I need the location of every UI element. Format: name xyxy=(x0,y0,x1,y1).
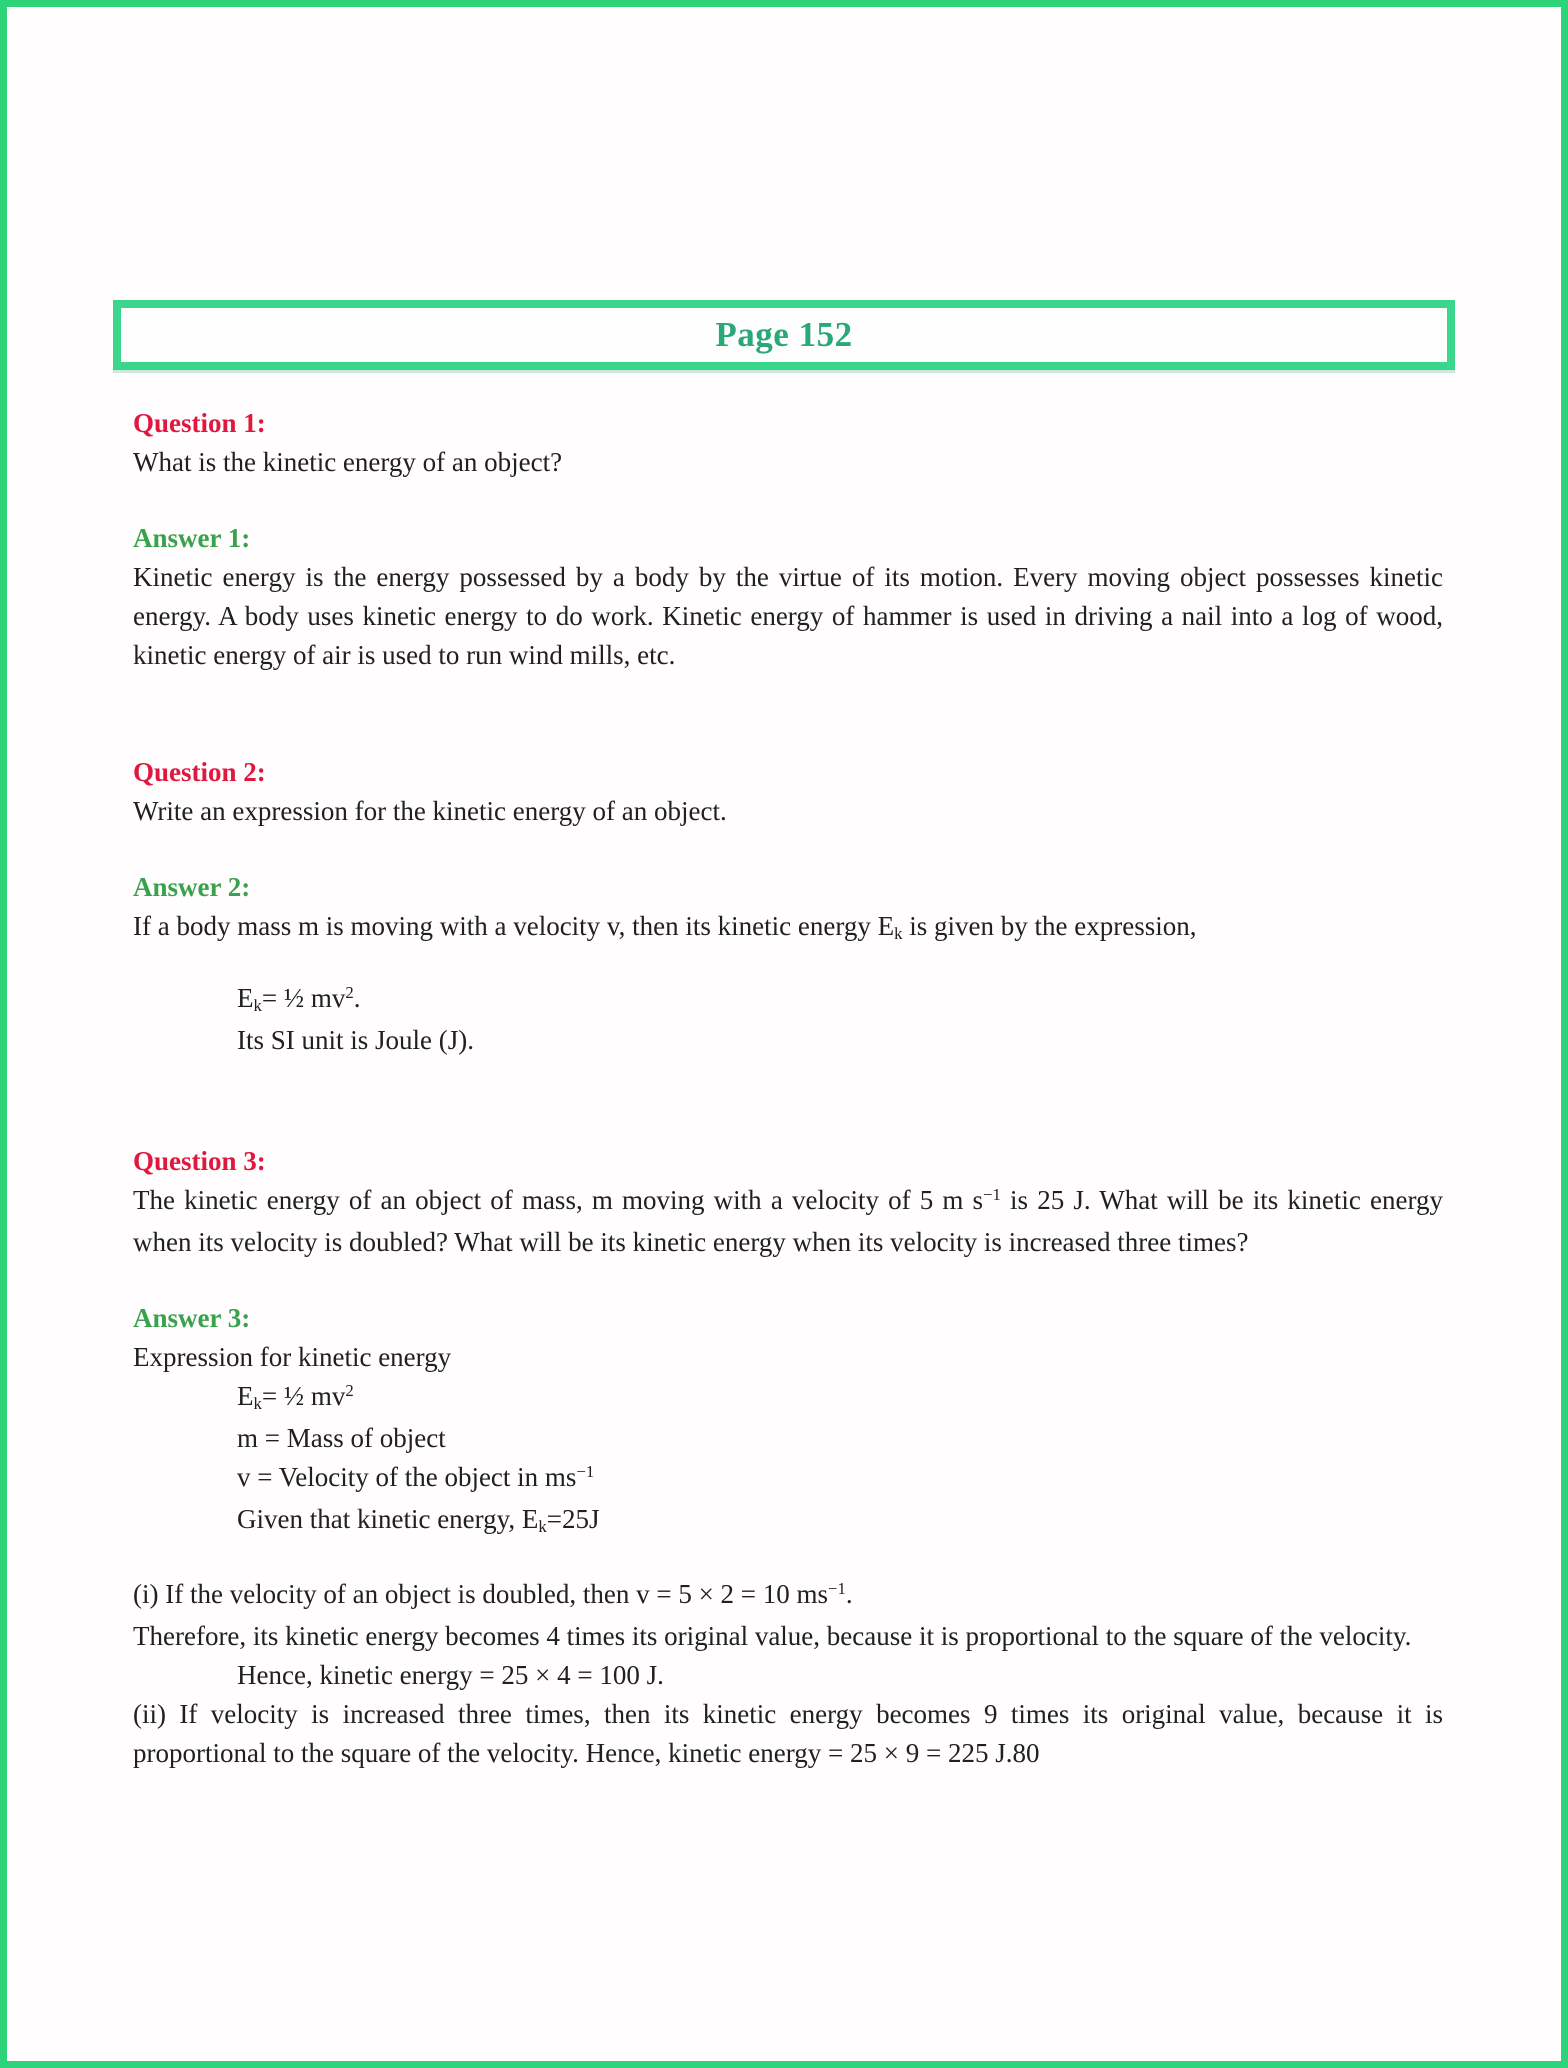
answer-1-heading: Answer 1: xyxy=(133,523,251,553)
answer-3-intro: Expression for kinetic energy xyxy=(133,1342,452,1372)
part-i-hence-line: Hence, kinetic energy = 25 × 4 = 100 J. xyxy=(237,1660,664,1690)
equation-base: E xyxy=(237,983,254,1013)
answer-3-equation xyxy=(113,1377,1455,1419)
superscript-2: 2 xyxy=(345,982,354,1002)
answer-3-mass-line: m = Mass of object xyxy=(237,1423,446,1453)
question-2-heading: Question 2: xyxy=(133,757,266,787)
answer-1-text: Kinetic energy is the energy possessed by a body by the virtue of its motion. Every moving object possesses kinetic energy. A body uses kinetic energy to do work. Kinetic energy of hammer is used in driving a nail into a log of wood, kinetic energy of air is used to run wind mills, etc. xyxy=(133,562,1443,670)
answer-2-equation xyxy=(113,979,1455,1021)
question-3-text-pre: The kinetic energy of an object of mass, m moving with a velocity of 5 m s xyxy=(133,1185,984,1215)
part-i-text: (i) If the velocity of an object is doubled, then v = 5 × 2 = 10 ms xyxy=(133,1579,829,1609)
subscript-k: k xyxy=(253,995,262,1015)
answer-3-velocity-line xyxy=(113,1458,1455,1500)
answer-2-si-unit: Its SI unit is Joule (J). xyxy=(237,1025,475,1055)
answer-2-heading: Answer 2: xyxy=(133,872,251,902)
part-i-explanation: Therefore, its kinetic energy becomes 4 times its original value, because it is proportional to the square of the velocity. xyxy=(133,1621,1412,1651)
equation-period: . xyxy=(353,983,361,1013)
equation-base: E xyxy=(237,1381,254,1411)
answer-2-intro-text: If a body mass m is moving with a velocity v, then its kinetic energy E xyxy=(133,911,895,941)
superscript-minus-1: −1 xyxy=(983,1184,1001,1204)
question-3-text-post: is 25 J. What will be its kinetic energy when its velocity is doubled? What will be its kinetic energy when its velocity is increased three times? xyxy=(133,1185,1443,1257)
part-ii-explanation: (ii) If velocity is increased three times, then its kinetic energy becomes 9 times its original value, because it is proportional to the square of the velocity. Hence, kinetic energy = 25 × 9 = 225 J.80 xyxy=(133,1699,1443,1768)
question-3-text xyxy=(113,1181,1455,1262)
equation-mid: = ½ mv xyxy=(261,1381,346,1411)
part-i-velocity-line xyxy=(113,1575,1455,1617)
superscript-minus-1: −1 xyxy=(576,1461,595,1481)
question-1-text: What is the kinetic energy of an object? xyxy=(133,447,563,477)
subscript-k: k xyxy=(894,923,903,943)
document-content xyxy=(113,300,1455,1773)
part-i-period: . xyxy=(845,1579,853,1609)
question-3-heading: Question 3: xyxy=(133,1146,266,1176)
subscript-k: k xyxy=(253,1393,262,1413)
velocity-definition: v = Velocity of the object in ms xyxy=(237,1462,577,1492)
page-title: Page 152 xyxy=(715,315,853,354)
answer-2-intro-tail: is given by the expression, xyxy=(902,911,1197,941)
page-header-box xyxy=(113,300,1455,370)
superscript-2: 2 xyxy=(345,1380,354,1400)
given-value: =25J xyxy=(546,1504,600,1534)
subscript-k: k xyxy=(538,1516,547,1536)
equation-mid: = ½ mv xyxy=(261,983,346,1013)
answer-3-heading: Answer 3: xyxy=(133,1303,251,1333)
superscript-minus-1: −1 xyxy=(828,1578,846,1598)
given-text: Given that kinetic energy, E xyxy=(237,1504,539,1534)
question-1-heading: Question 1: xyxy=(133,408,266,438)
answer-2-intro xyxy=(113,907,1455,949)
question-2-text: Write an expression for the kinetic energy of an object. xyxy=(133,796,727,826)
answer-3-given-line xyxy=(113,1500,1455,1542)
